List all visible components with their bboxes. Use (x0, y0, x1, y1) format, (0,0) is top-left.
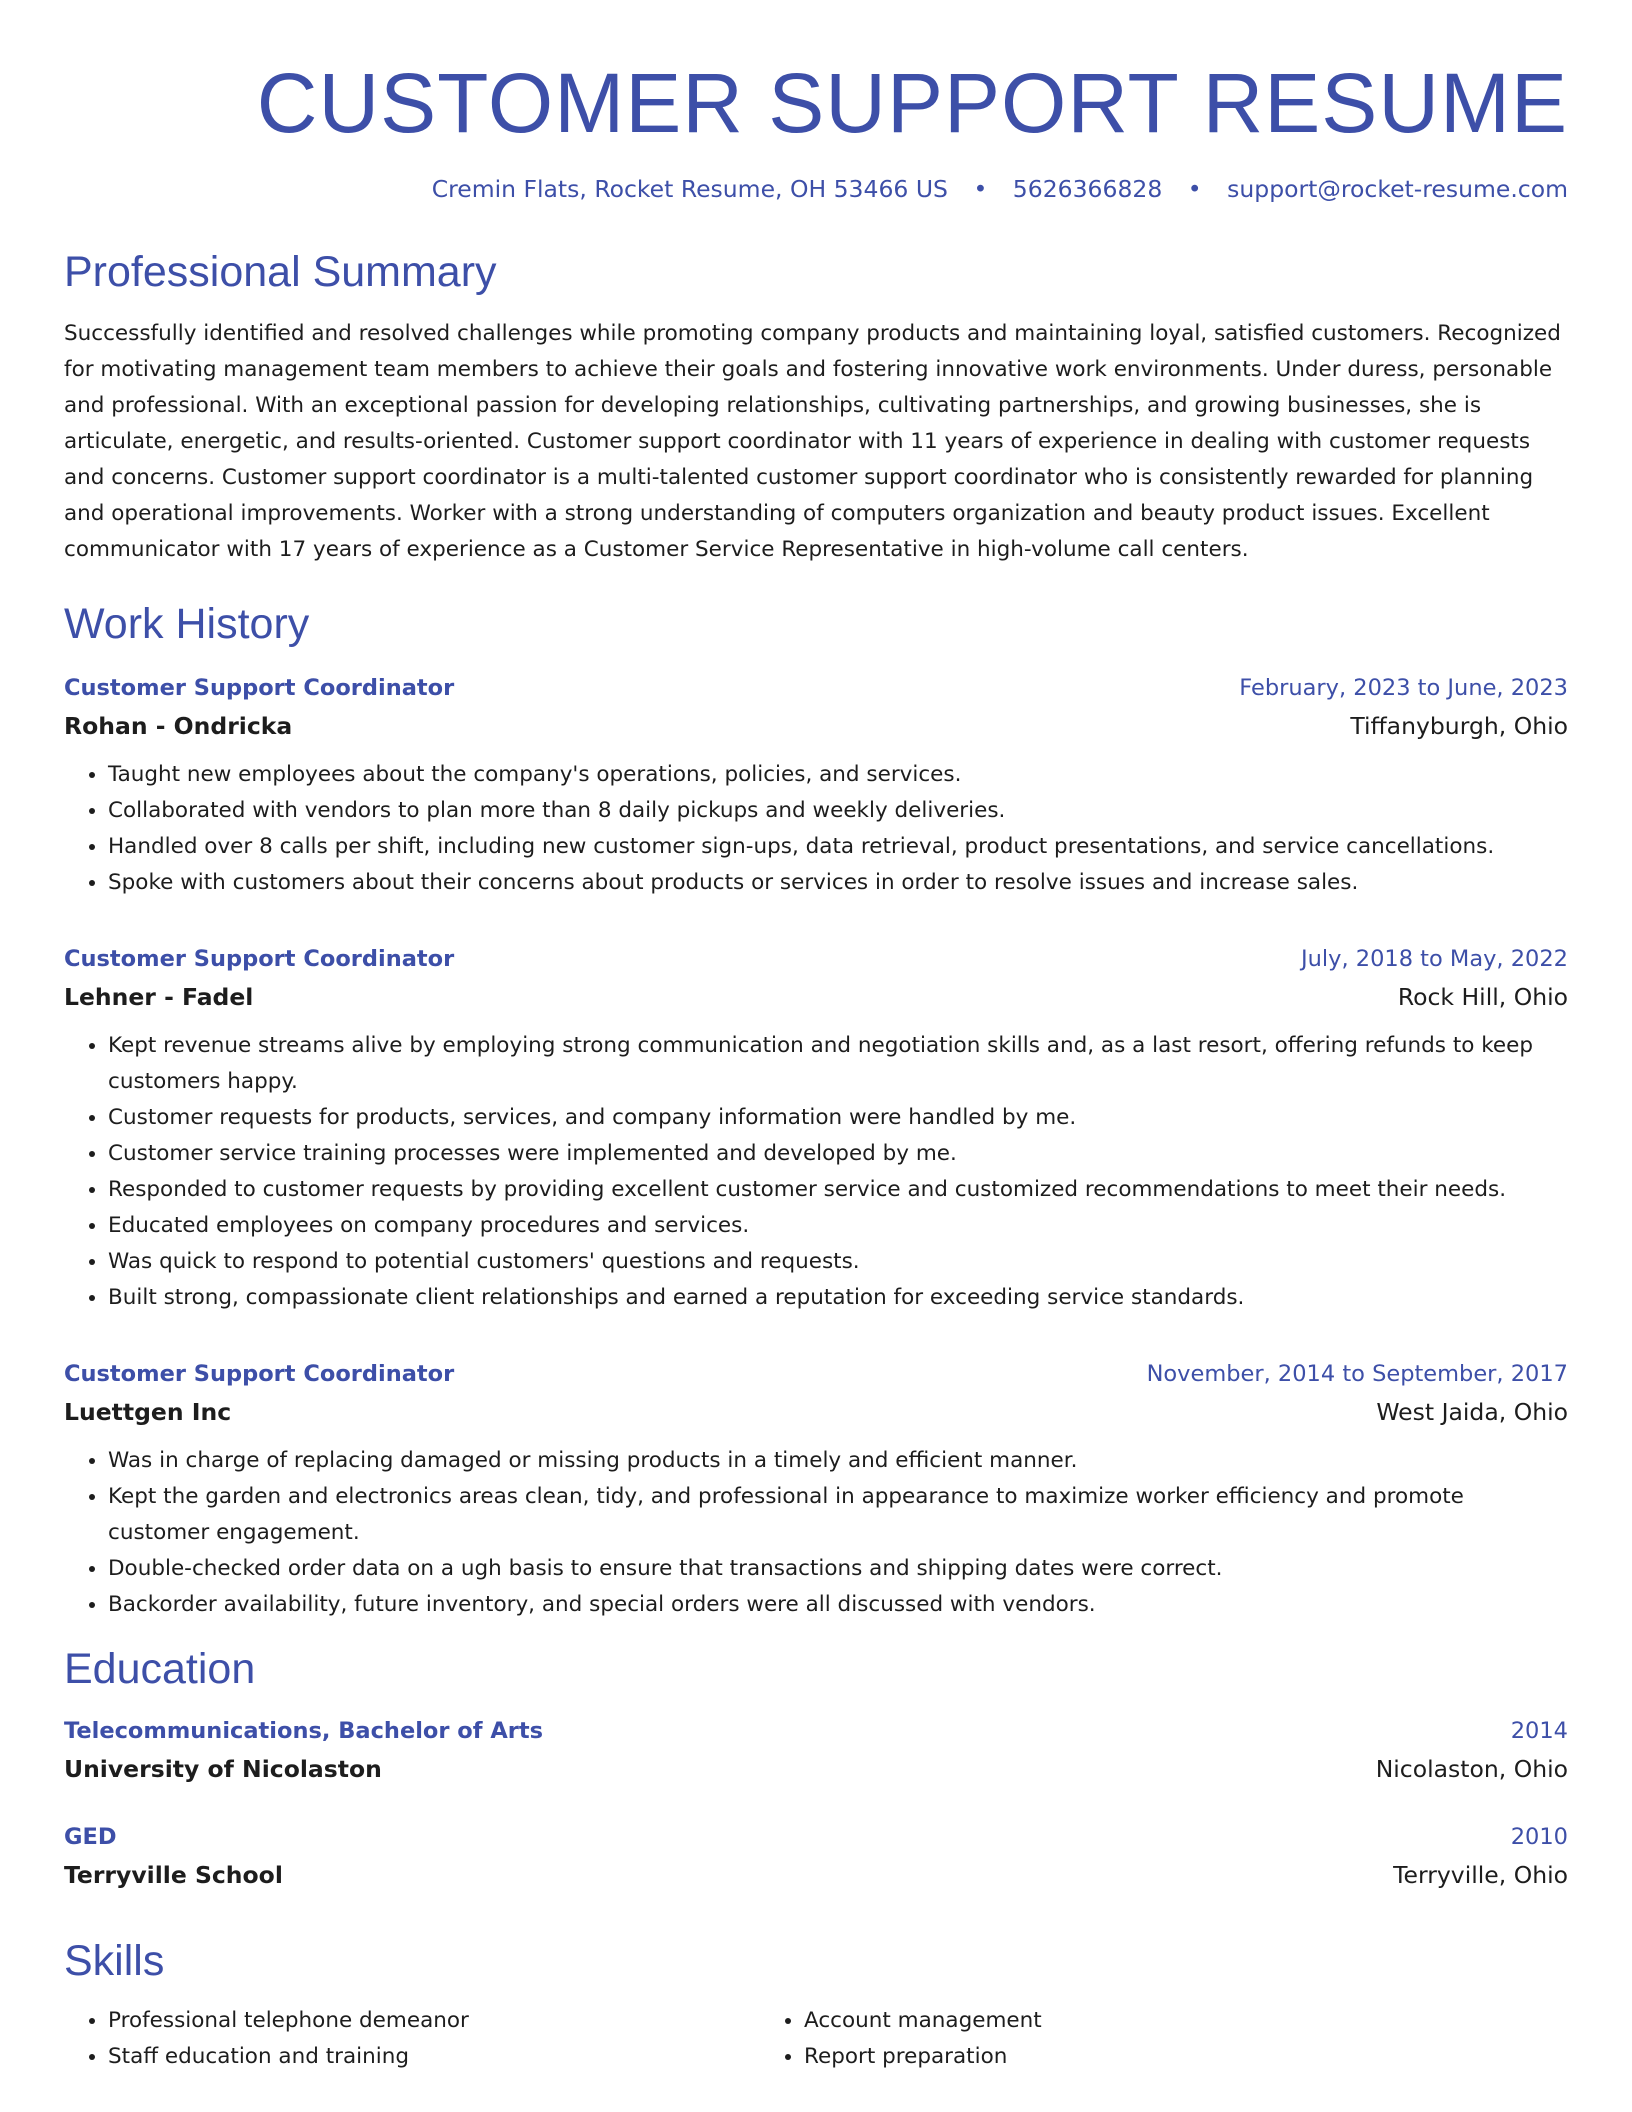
separator-dot: • (1187, 175, 1202, 203)
education-school: University of Nicolaston (64, 1755, 382, 1783)
job-bullet: • Taught new employees about the company's operations, policies, and services. (108, 757, 1568, 793)
job-role: Customer Support Coordinator (64, 1361, 455, 1387)
resume-title: CUSTOMER SUPPORT RESUME (256, 56, 1568, 150)
job-bullet: • Customer service training processes were implemented and developed by me. (108, 1136, 1568, 1172)
job-bullet: • Kept revenue streams alive by employing strong communication and negotiation skills and, as a last resort, offering refunds to keep customers happy. (108, 1028, 1568, 1100)
education-year: 2010 (1510, 1824, 1568, 1850)
job-company: Lehner - Fadel (64, 983, 254, 1011)
education-school-row (64, 1749, 1568, 1789)
job-role: Customer Support Coordinator (64, 946, 455, 972)
skill-item: • Report preparation (804, 2039, 1456, 2075)
job-company-row (64, 977, 1568, 1017)
education-entry (64, 1713, 1568, 1789)
skills-section (64, 1935, 1568, 2075)
summary-section (64, 246, 1568, 568)
education-degree: Telecommunications, Bachelor of Arts (64, 1718, 544, 1744)
job-dates: February, 2023 to June, 2023 (1239, 675, 1568, 701)
job-bullet: • Collaborated with vendors to plan more than 8 daily pickups and weekly deliveries. (108, 793, 1568, 829)
skill-item: • Staff education and training (108, 2039, 760, 2075)
job-bullet: • Was quick to respond to potential customers' questions and requests. (108, 1244, 1568, 1280)
skills-list-left (64, 2003, 760, 2075)
job-bullet: • Educated employees on company procedures and services. (108, 1208, 1568, 1244)
job-bullet: • Spoke with customers about their concerns about products or services in order to resolve issues and increase sales. (108, 865, 1568, 901)
job-location: West Jaida, Ohio (1376, 1398, 1568, 1426)
job-entry (64, 670, 1568, 901)
contact-email: support@rocket-resume.com (1227, 175, 1568, 203)
education-entry (64, 1819, 1568, 1895)
education-section (64, 1643, 1568, 1895)
separator-dot: • (973, 175, 988, 203)
job-entry (64, 1356, 1568, 1623)
education-heading: Education (64, 1645, 256, 1693)
job-title-row (64, 1356, 1568, 1392)
job-bullet: • Handled over 8 calls per shift, including new customer sign-ups, data retrieval, product presentations, and service cancellations. (108, 829, 1568, 865)
work-history-heading: Work History (64, 600, 310, 648)
skills-heading: Skills (64, 1937, 165, 1985)
education-year: 2014 (1510, 1718, 1568, 1744)
resume-header (64, 58, 1568, 204)
job-entry (64, 941, 1568, 1316)
job-location: Tiffanyburgh, Ohio (1350, 712, 1568, 740)
job-company-row (64, 706, 1568, 746)
job-bullet: • Double-checked order data on a ugh basis to ensure that transactions and shipping dates were correct. (108, 1551, 1568, 1587)
education-degree: GED (64, 1824, 117, 1850)
job-bullet-list (64, 757, 1568, 901)
job-title-row (64, 941, 1568, 977)
contact-phone: 5626366828 (1012, 175, 1163, 203)
job-bullet: • Built strong, compassionate client relationships and earned a reputation for exceeding service standards. (108, 1280, 1568, 1316)
skills-list-right (760, 2003, 1456, 2075)
job-role: Customer Support Coordinator (64, 675, 455, 701)
contact-address: Cremin Flats, Rocket Resume, OH 53466 US (431, 175, 948, 203)
skills-columns (64, 2003, 1568, 2075)
contact-line (64, 174, 1568, 204)
summary-heading: Professional Summary (64, 248, 497, 296)
skill-item: • Professional telephone demeanor (108, 2003, 760, 2039)
job-company: Rohan - Ondricka (64, 712, 293, 740)
education-degree-row (64, 1819, 1568, 1855)
job-bullet: • Backorder availability, future inventory, and special orders were all discussed with vendors. (108, 1587, 1568, 1623)
education-degree-row (64, 1713, 1568, 1749)
job-bullet: • Customer requests for products, services, and company information were handled by me. (108, 1100, 1568, 1136)
education-school-row (64, 1855, 1568, 1895)
job-bullet-list (64, 1028, 1568, 1316)
job-bullet-list (64, 1443, 1568, 1623)
job-dates: November, 2014 to September, 2017 (1146, 1361, 1568, 1387)
education-location: Nicolaston, Ohio (1375, 1755, 1568, 1783)
job-company-row (64, 1392, 1568, 1432)
education-school: Terryville School (64, 1861, 283, 1889)
skill-item: • Account management (804, 2003, 1456, 2039)
job-bullet: • Was in charge of replacing damaged or missing products in a timely and efficient manner. (108, 1443, 1568, 1479)
job-title-row (64, 670, 1568, 706)
work-history-section (64, 598, 1568, 1623)
education-location: Terryville, Ohio (1393, 1861, 1568, 1889)
job-bullet: • Responded to customer requests by providing excellent customer service and customized recommendations to meet their needs. (108, 1172, 1568, 1208)
job-company: Luettgen Inc (64, 1398, 232, 1426)
job-bullet: • Kept the garden and electronics areas clean, tidy, and professional in appearance to maximize worker efficiency and promote customer engagement. (108, 1479, 1568, 1551)
job-dates: July, 2018 to May, 2022 (1300, 946, 1568, 972)
summary-text: Successfully identified and resolved challenges while promoting company products and maintaining loyal, satisfied customers. Recognized for motivating management team members to achieve their goals and fostering innovative work environments. Under duress, personable and professional. With an exceptional passion for developing relationships, cultivating partnerships, and growing businesses, she is articulate, energetic, and results-oriented. Customer support coordinator with 11 years of experience in dealing with customer requests and concerns. Customer support coordinator is a multi-talented customer support coordinator who is consistently rewarded for planning and operational improvements. Worker with a strong understanding of computers organization and beauty product issues. Excellent communicator with 17 years of experience as a Customer Service Representative in high-volume call centers. (64, 321, 1561, 562)
job-location: Rock Hill, Ohio (1397, 983, 1568, 1011)
